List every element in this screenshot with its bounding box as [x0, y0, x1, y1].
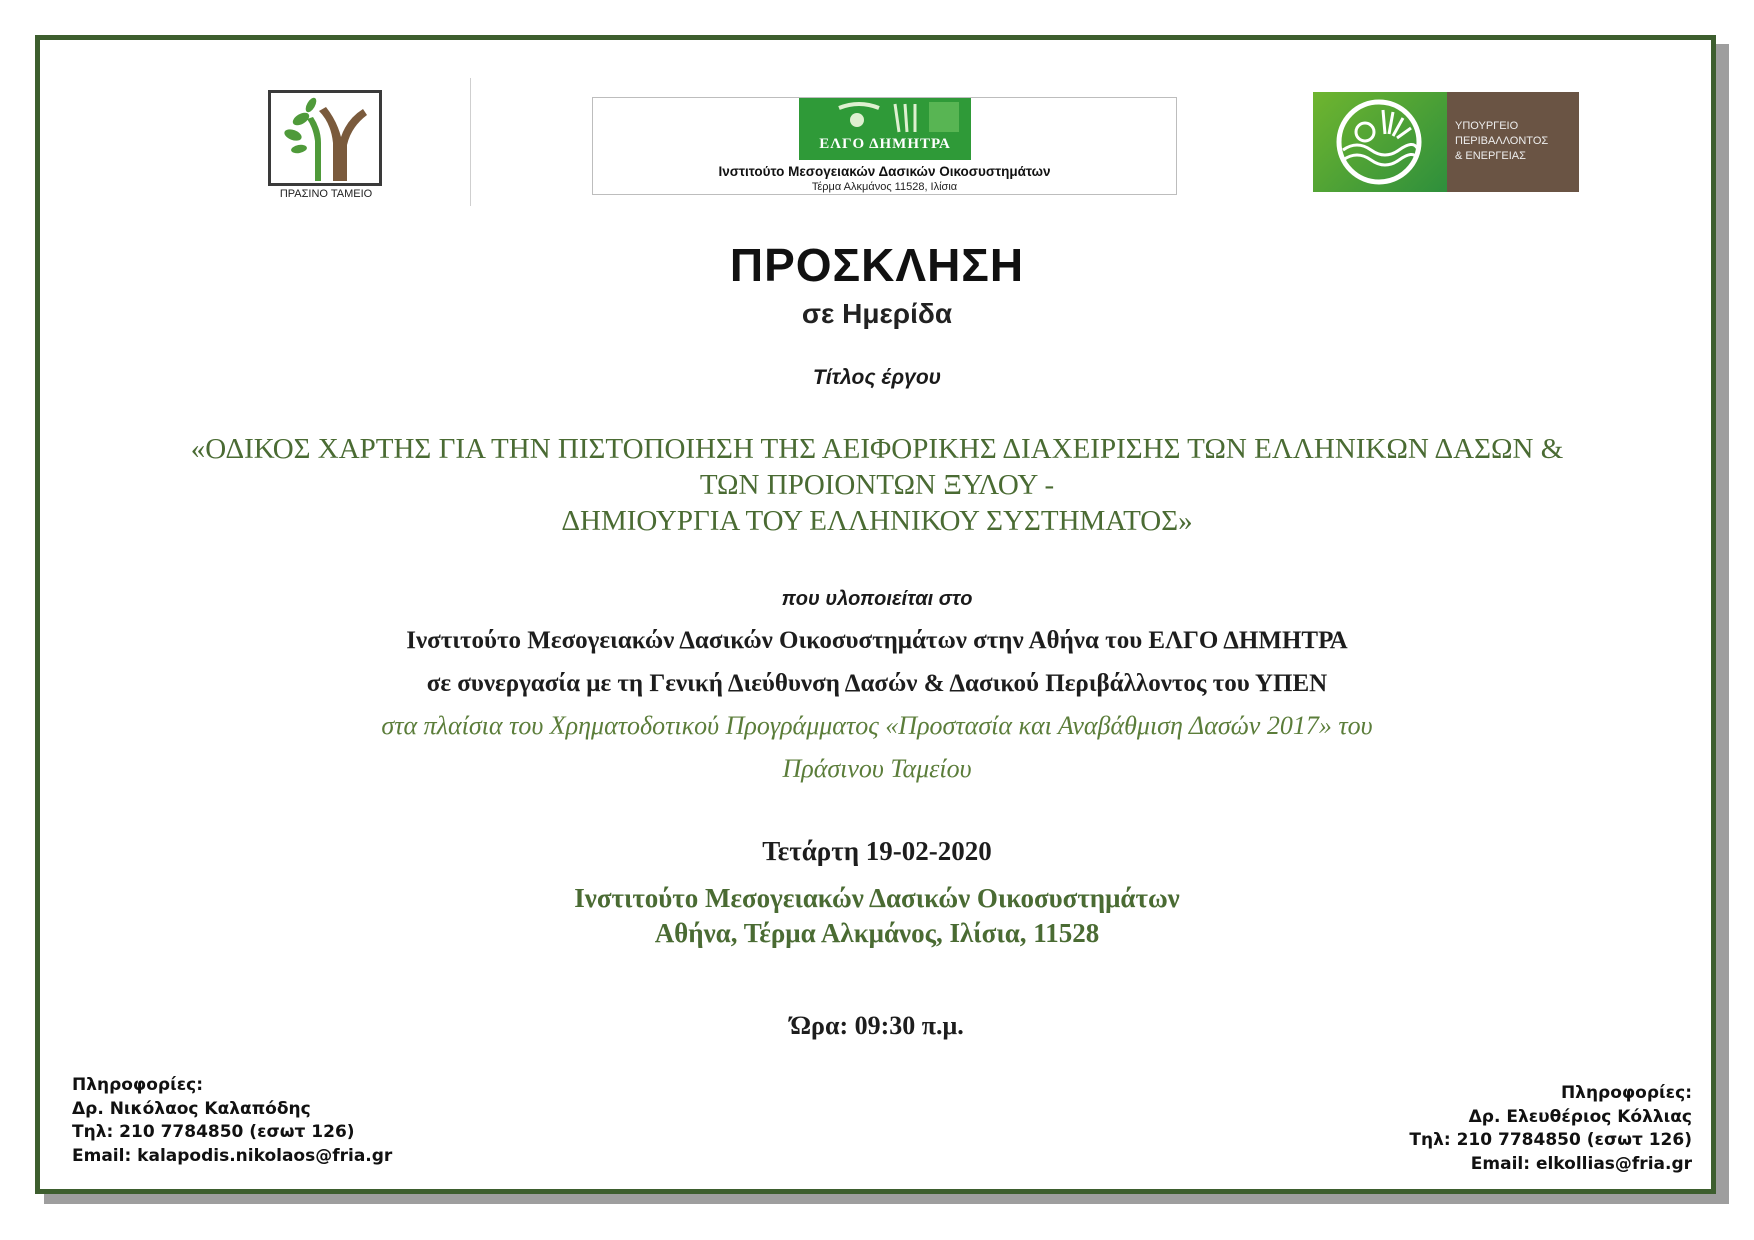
contact-right-phone: Τηλ: 210 7784850 (εσωτ 126) — [1409, 1130, 1692, 1150]
implementation-label: που υλοποιείται στο — [781, 588, 973, 610]
event-date: Τετάρτη 19-02-2020 — [762, 836, 992, 866]
event-time: Ώρα: 09:30 π.μ. — [790, 1011, 964, 1040]
contact-right-name: Δρ. Ελευθέριος Κόλλιας — [1468, 1106, 1692, 1127]
program-line-2: Πράσινου Ταμείου — [782, 754, 972, 783]
wheat-icon — [799, 98, 971, 138]
project-label: Τίτλος έργου — [812, 366, 942, 389]
venue-line-2: Αθήνα, Τέρμα Αλκμάνος, Ιλίσια, 11528 — [654, 918, 1100, 948]
ministry-line-3: & ΕΝΕΡΓΕΙΑΣ — [1455, 150, 1526, 162]
project-title-line-3: ΔΗΜΙΟΥΡΓΙΑ ΤΟΥ ΕΛΛΗΝΙΚΟΥ ΣΥΣΤΗΜΑΤΟΣ» — [561, 505, 1193, 537]
program-line-1: στα πλαίσια του Χρηματοδοτικού Προγράμματος «Προστασία και Αναβάθμιση Δασών 2017» του — [381, 711, 1373, 740]
green-fund-caption: ΠΡΑΣΙΝΟ ΤΑΜΕΙΟ — [279, 188, 373, 200]
venue-line-1: Ινστιτούτο Μεσογειακών Δασικών Οικοσυστημάτων — [574, 883, 1180, 913]
elgo-institute-text: Ινστιτούτο Μεσογειακών Δασικών Οικοσυστημάτων — [718, 164, 1051, 179]
contact-right — [1409, 1082, 1692, 1176]
green-fund-emblem — [268, 90, 382, 186]
sun-wave-icon — [1313, 92, 1447, 192]
contact-right-email[interactable]: Email: elkollias@fria.gr — [1470, 1153, 1692, 1174]
elgo-dimitra-logo — [592, 97, 1177, 195]
invitation-subtitle: σε Ημερίδα — [801, 298, 953, 329]
contact-left-email[interactable]: Email: kalapodis.nikolaos@fria.gr — [72, 1145, 393, 1166]
contact-left-heading: Πληροφορίες: — [72, 1075, 204, 1095]
ministry-logo — [1313, 92, 1579, 192]
elgo-address-text: Τέρμα Αλκμάνος 11528, Ιλίσια — [811, 181, 958, 193]
contact-left-phone: Τηλ: 210 7784850 (εσωτ 126) — [72, 1122, 355, 1142]
invitation-title: ΠΡΟΣΚΛΗΣΗ — [729, 239, 1025, 291]
logo-divider — [470, 78, 471, 206]
ministry-emblem — [1313, 92, 1447, 192]
green-fund-logo — [266, 90, 386, 208]
project-title-line-2: ΤΩΝ ΠΡΟΙΟΝΤΩΝ ΞΥΛΟΥ - — [699, 469, 1055, 501]
project-title-line-1: «ΟΔΙΚΟΣ ΧΑΡΤΗΣ ΓΙΑ ΤΗΝ ΠΙΣΤΟΠΟΙΗΣΗ ΤΗΣ ΑΕΙΦΟΡΙΚΗΣ ΔΙΑΧΕΙΡΙΣΗΣ ΤΩΝ ΕΛΛΗΝΙΚΩΝ ΔΑΣΩΝ & — [190, 433, 1564, 465]
cooperation-line: σε συνεργασία με τη Γενική Διεύθυνση Δασών & Δασικού Περιβάλλοντος του ΥΠΕΝ — [426, 670, 1328, 697]
project-title — [60, 431, 1694, 539]
contact-left — [72, 1074, 392, 1168]
elgo-brand-text: ΕΛΓΟ ΔΗΜΗΤΡΑ — [819, 136, 951, 152]
institute-line: Ινστιτούτο Μεσογειακών Δασικών Οικοσυστημάτων στην Αθήνα του ΕΛΓΟ ΔΗΜΗΤΡΑ — [406, 627, 1348, 654]
ministry-name — [1455, 119, 1579, 164]
contact-left-name: Δρ. Νικόλαος Καλαπόδης — [72, 1098, 311, 1119]
ministry-line-2: ΠΕΡΙΒΑΛΛΟΝΤΟΣ — [1455, 135, 1549, 147]
ministry-line-1: ΥΠΟΥΡΓΕΙΟ — [1455, 120, 1519, 132]
tree-icon — [271, 93, 379, 183]
contact-right-heading: Πληροφορίες: — [1560, 1083, 1692, 1103]
